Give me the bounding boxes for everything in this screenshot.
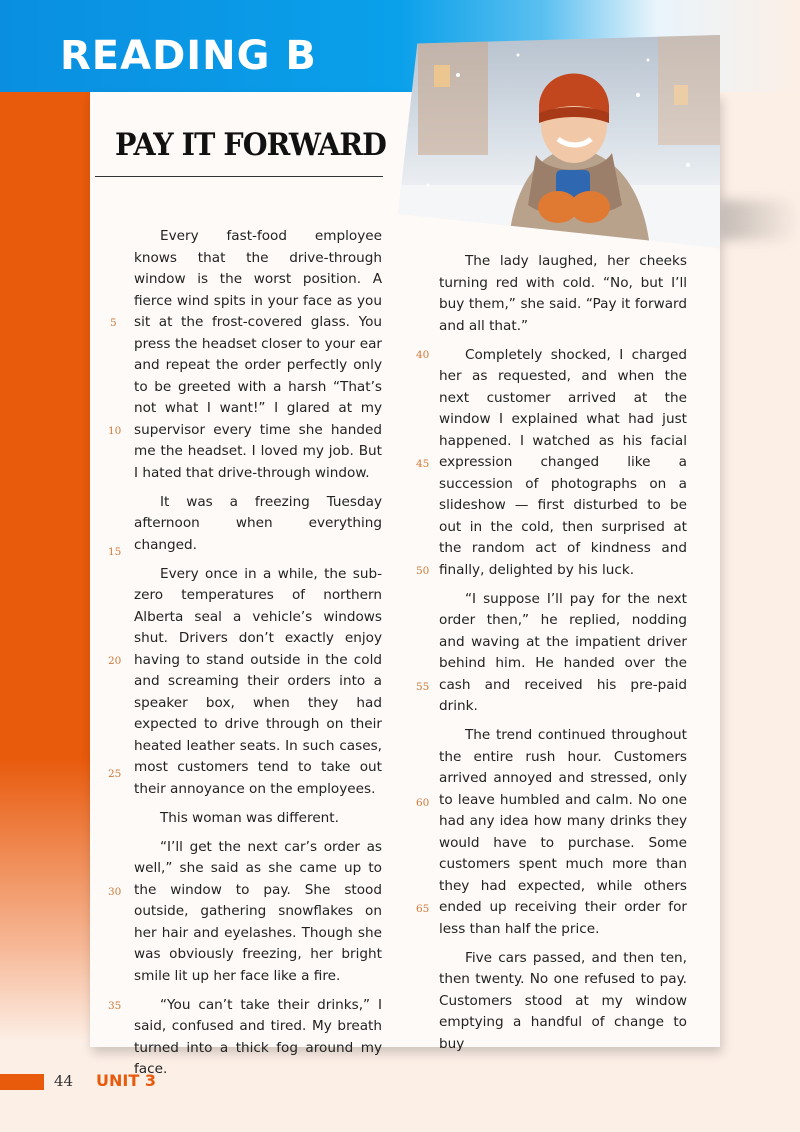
photo-shadow [720, 200, 800, 240]
paragraph: The trend continued throughout the entire rush hour. Customers arrived annoyed and stressed, only to leave humbled and calm. No one had any idea how many drinks they would have to purchase. Some customers spent much more than they had expected, while others ended up receiving their order for less than half the price. [439, 727, 687, 937]
line-number: 30 [108, 886, 122, 898]
section-title: READING B [60, 33, 317, 79]
line-number: 55 [416, 681, 430, 693]
article-column-left [134, 226, 382, 1088]
article-photo [398, 35, 720, 248]
article-column-right [439, 251, 687, 1063]
paragraph: Five cars passed, and then ten, then twenty. No one refused to pay. Customers stood at my window emptying a handful of change to buy [439, 949, 687, 1052]
line-number: 5 [110, 317, 117, 329]
line-number: 20 [108, 655, 122, 667]
article-title: PAY IT FORWARD [115, 127, 386, 163]
paragraph: “You can’t take their drinks,” I said, confused and tired. My breath turned into a thick fog around my face. [134, 996, 382, 1077]
paragraph: Every fast-food employee knows that the drive-through window is the worst position. A fierce wind spits in your face as you sit at the frost-covered glass. You press the headset closer to your ear and repeat the order perfectly only to be greeted with a harsh “That’s not what I want!” I glared at my supervisor every time she handed me the headset. I loved my job. But I hated that drive-through window. [134, 228, 382, 481]
line-number: 35 [108, 1000, 122, 1012]
line-number: 15 [108, 546, 122, 558]
paragraph: Every once in a while, the sub-zero temperatures of northern Alberta seal a vehicle’s windows shut. Drivers don’t exactly enjoy having to stand outside in the cold and screaming their orders into a speaker box, when they had expected to drive through on their heated leather seats. In such cases, most customers tend to take out their annoyance on the employees. [134, 565, 382, 797]
line-number: 50 [416, 565, 430, 577]
line-number: 45 [416, 458, 430, 470]
paragraph: It was a freezing Tuesday afternoon when everything changed. [134, 493, 382, 553]
paragraph: “I suppose I’ll pay for the next order then,” he replied, nodding and waving at the impatient driver behind him. He handed over the cash and received his pre-paid drink. [439, 590, 687, 714]
line-number: 40 [416, 349, 430, 361]
paragraph: “I’ll get the next car’s order as well,” she said as she came up to the window to pay. She stood outside, gathering snowflakes on her hair and eyelashes. Though she was obviously freezing, her bright smile lit up her face like a fire. [134, 838, 382, 984]
title-divider [95, 176, 383, 177]
unit-label: UNIT 3 [96, 1071, 156, 1090]
side-accent-strip [0, 92, 92, 1042]
line-number: 10 [108, 425, 122, 437]
line-number: 65 [416, 903, 430, 915]
woman-with-coffee-illustration [398, 35, 720, 248]
line-number: 25 [108, 768, 122, 780]
paragraph: Completely shocked, I charged her as requested, and when the next customer arrived at the window I explained what had just happened. I watched as his facial expression changed like a succession of photographs on a slideshow — first disturbed to be out in the cold, then surprised at the random act of kindness and finally, delighted by his luck. [439, 346, 687, 578]
paragraph: The lady laughed, her cheeks turning red with cold. “No, but I’ll buy them,” she said. “Pay it forward and all that.” [439, 253, 687, 334]
line-number: 60 [416, 797, 430, 809]
page-number: 44 [54, 1072, 74, 1090]
footer-accent-bar [0, 1074, 44, 1090]
paragraph: This woman was different. [160, 809, 339, 826]
